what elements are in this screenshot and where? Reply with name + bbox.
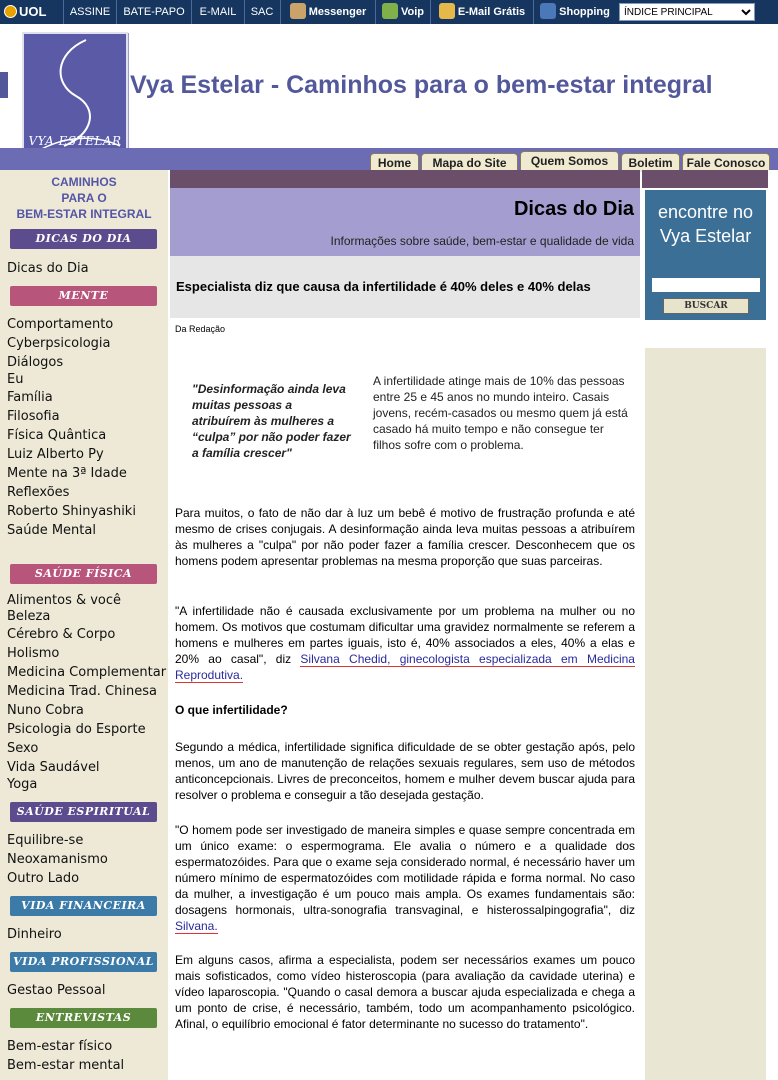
sidebar-item-dialogos[interactable]: Diálogos bbox=[7, 355, 64, 370]
sidebar-item-luiz-alberto-py[interactable]: Luiz Alberto Py bbox=[7, 447, 104, 462]
sidebar-item-cerebro-corpo[interactable]: Cérebro & Corpo bbox=[7, 627, 116, 642]
sidebar-item-nuno-cobra[interactable]: Nuno Cobra bbox=[7, 703, 84, 718]
uol-logo-icon bbox=[4, 5, 17, 18]
shopping-icon bbox=[540, 3, 556, 19]
right-top-band bbox=[642, 170, 768, 188]
logo-text: VYA ESTELAR bbox=[28, 134, 122, 148]
nav-email-gratis[interactable]: E-Mail Grátis bbox=[430, 0, 533, 24]
section-mente: MENTE bbox=[10, 286, 157, 306]
section-vida-financeira: VIDA FINANCEIRA bbox=[10, 896, 157, 916]
sidebar-item-holismo[interactable]: Holismo bbox=[7, 646, 60, 661]
section-header-box bbox=[170, 188, 640, 256]
article-paragraph-1: Para muitos, o fato de não dar à luz um bebê é motivo de frustração profunda e até mesmo de crises conjugais. A desinformação ainda leva muitas pessoas a atribuírem às mulheres a "culpa" por não poder fazer a família crescer. Desconhecem que os homens podem apresentar problemas na mesma proporção que suas parceiras. bbox=[175, 506, 635, 568]
article-paragraph-4: "O homem pode ser investigado de maneira simples e quase sempre concentrada em um único exame: o espermograma. Ele avalia o número e a qualidade dos espermatozóides. Para que o exame seja considerado normal, é necessário haver um número mínimo de espermatozóides com motilidade rápida e forma normal. No caso da mulher, a investigação é um pouco mais ampla. Os exames fundamentais são: dosagens hormonais, ultra-sonografia transvaginal, e histerossalpingografia", diz Silvana. bbox=[175, 823, 635, 933]
sidebar-item-familia[interactable]: Família bbox=[7, 390, 53, 405]
search-box bbox=[645, 190, 766, 320]
left-sidebar bbox=[0, 170, 168, 1080]
right-sidebar-panel bbox=[645, 348, 766, 1080]
nav-messenger[interactable]: Messenger bbox=[280, 0, 375, 24]
envelope-icon bbox=[439, 3, 455, 19]
nav-sac[interactable]: SAC bbox=[244, 0, 279, 24]
headline-box bbox=[170, 256, 640, 318]
sidebar-item-medicina-complementar[interactable]: Medicina Complementar bbox=[7, 665, 167, 680]
nav-email[interactable]: E-MAIL bbox=[191, 0, 244, 24]
article-paragraph-5: Em alguns casos, afirma a especialista, podem ser necessários exames um pouco mais sofisticados, como vídeo histeroscopia (para avaliação da cavidade uterina) e vídeo laparoscopia. "Quando o casal demora a buscar ajuda especializada e chega a um ponto de crise, é necessário, também, todo um acompanhamento psicológico. Afinal, o equilíbrio emocional é fator determinante no sucesso do tratamento". bbox=[175, 953, 635, 1031]
sidebar-item-fisica-quantica[interactable]: Física Quântica bbox=[7, 428, 107, 443]
sidebar-item-saude-mental[interactable]: Saúde Mental bbox=[7, 523, 96, 538]
sidebar-item-bem-estar-mental[interactable]: Bem-estar mental bbox=[7, 1058, 125, 1073]
search-input[interactable] bbox=[652, 278, 760, 292]
search-title: encontre no Vya Estelar bbox=[657, 202, 754, 246]
tab-home[interactable]: Home bbox=[370, 153, 419, 172]
sidebar-item-equilibre-se[interactable]: Equilibre-se bbox=[7, 833, 84, 848]
sidebar-item-psicologia-esporte[interactable]: Psicologia do Esporte bbox=[7, 722, 146, 737]
sidebar-item-yoga[interactable]: Yoga bbox=[7, 777, 38, 792]
content-top-band bbox=[170, 170, 640, 188]
sidebar-item-reflexoes[interactable]: Reflexões bbox=[7, 485, 70, 500]
sidebar-item-filosofia[interactable]: Filosofia bbox=[7, 409, 60, 424]
article-paragraph-3: Segundo a médica, infertilidade significa dificuldade de se obter gestação após, pelo menos, um ano de manutenção de relações sexuais regulares, sem uso de métodos anticoncepcionais. Livres de preconceitos, homem e mulher devem buscar ajuda para resolver o problema e conseguir a tão desejada gestação. bbox=[175, 740, 635, 802]
sidebar-tagline: CAMINHOS PARA O BEM-ESTAR INTEGRAL bbox=[16, 175, 152, 221]
sidebar-item-alimentos[interactable]: Alimentos & você bbox=[7, 593, 122, 608]
sidebar-item-vida-saudavel[interactable]: Vida Saudável bbox=[7, 760, 100, 775]
section-vida-profissional: VIDA PROFISSIONAL bbox=[10, 952, 157, 972]
right-edge bbox=[768, 170, 778, 1080]
uol-logo[interactable]: UOL bbox=[4, 3, 46, 21]
section-saude-espiritual: SAÚDE ESPIRITUAL bbox=[10, 802, 157, 822]
phone-icon bbox=[382, 3, 398, 19]
sidebar-item-comportamento[interactable]: Comportamento bbox=[7, 317, 114, 332]
index-select[interactable] bbox=[619, 3, 755, 21]
sidebar-item-beleza[interactable]: Beleza bbox=[7, 609, 51, 624]
section-entrevistas: ENTREVISTAS bbox=[10, 1008, 157, 1028]
sidebar-item-bem-estar-fisico[interactable]: Bem-estar físico bbox=[7, 1039, 113, 1054]
nav-assine[interactable]: ASSINE bbox=[63, 0, 116, 24]
uol-top-bar bbox=[0, 0, 778, 24]
section-title: Dicas do Dia bbox=[513, 198, 634, 220]
sidebar-item-eu[interactable]: Eu bbox=[7, 372, 24, 387]
article-subheading: O que infertilidade? bbox=[175, 703, 288, 717]
tab-quem-somos[interactable]: Quem Somos bbox=[520, 151, 619, 172]
sidebar-item-medicina-chinesa[interactable]: Medicina Trad. Chinesa bbox=[7, 684, 157, 699]
sidebar-item-neoxamanismo[interactable]: Neoxamanismo bbox=[7, 852, 108, 867]
sidebar-item-dicas-do-dia[interactable]: Dicas do Dia bbox=[7, 261, 89, 276]
tab-mapa-do-site[interactable]: Mapa do Site bbox=[421, 153, 518, 172]
section-saude-fisica: SAÚDE FÍSICA bbox=[10, 564, 157, 584]
sidebar-item-sexo[interactable]: Sexo bbox=[7, 741, 39, 756]
nav-voip[interactable]: Voip bbox=[375, 0, 430, 24]
sidebar-item-gestao-pessoal[interactable]: Gestao Pessoal bbox=[7, 983, 106, 998]
article-paragraph-2: "A infertilidade não é causada exclusivamente por um problema na mulher ou no homem. Os motivos que costumam dificultar uma gravidez normalmente se referem a homens e mulheres em partes iguais, isto é, 40% associados a eles, 40% a elas e 20% ao casal", diz Silvana Chedid, ginecologista especializada em Medicina Reprodutiva. bbox=[175, 604, 635, 682]
silvana-link[interactable]: Silvana. bbox=[175, 919, 218, 933]
nav-bate-papo[interactable]: BATE-PAPO bbox=[116, 0, 191, 24]
search-button[interactable]: BUSCAR bbox=[663, 298, 749, 314]
article-intro: A infertilidade atinge mais de 10% das pessoas entre 25 e 45 anos no mundo inteiro. Casais jovens, recém-casados ou mesmo quem já está casado há muito tempo e não consegue ter filhos sofre com o problema. bbox=[373, 374, 628, 452]
nav-shopping[interactable]: Shopping bbox=[533, 0, 616, 24]
article-byline: Da Redação bbox=[175, 324, 226, 334]
messenger-icon bbox=[290, 3, 306, 19]
tab-fale-conosco[interactable]: Fale Conosco bbox=[682, 153, 770, 172]
sidebar-item-dinheiro[interactable]: Dinheiro bbox=[7, 927, 62, 942]
section-subtitle: Informações sobre saúde, bem-estar e qualidade de vida bbox=[330, 234, 634, 248]
sidebar-item-roberto-shinyashiki[interactable]: Roberto Shinyashiki bbox=[7, 504, 136, 519]
article-headline: Especialista diz que causa da infertilidade é 40% deles e 40% delas bbox=[176, 279, 591, 294]
sidebar-item-cyberpsicologia[interactable]: Cyberpsicologia bbox=[7, 336, 111, 351]
sidebar-item-outro-lado[interactable]: Outro Lado bbox=[7, 871, 80, 886]
site-title: Vya Estelar - Caminhos para o bem-estar integral bbox=[130, 71, 713, 99]
title-bar-accent bbox=[0, 72, 8, 98]
pull-quote: "Desinformação ainda leva muitas pessoas a atribuírem às mulheres a “culpa” por não poder fazer a família crescer" bbox=[192, 382, 351, 460]
sidebar-item-mente-3a-idade[interactable]: Mente na 3ª Idade bbox=[7, 466, 127, 481]
section-dicas-do-dia: DICAS DO DIA bbox=[10, 229, 157, 249]
tab-boletim[interactable]: Boletim bbox=[621, 153, 680, 172]
silvana-chedid-link[interactable]: Silvana Chedid, ginecologista especializada em Medicina Reprodutiva. bbox=[175, 652, 635, 682]
